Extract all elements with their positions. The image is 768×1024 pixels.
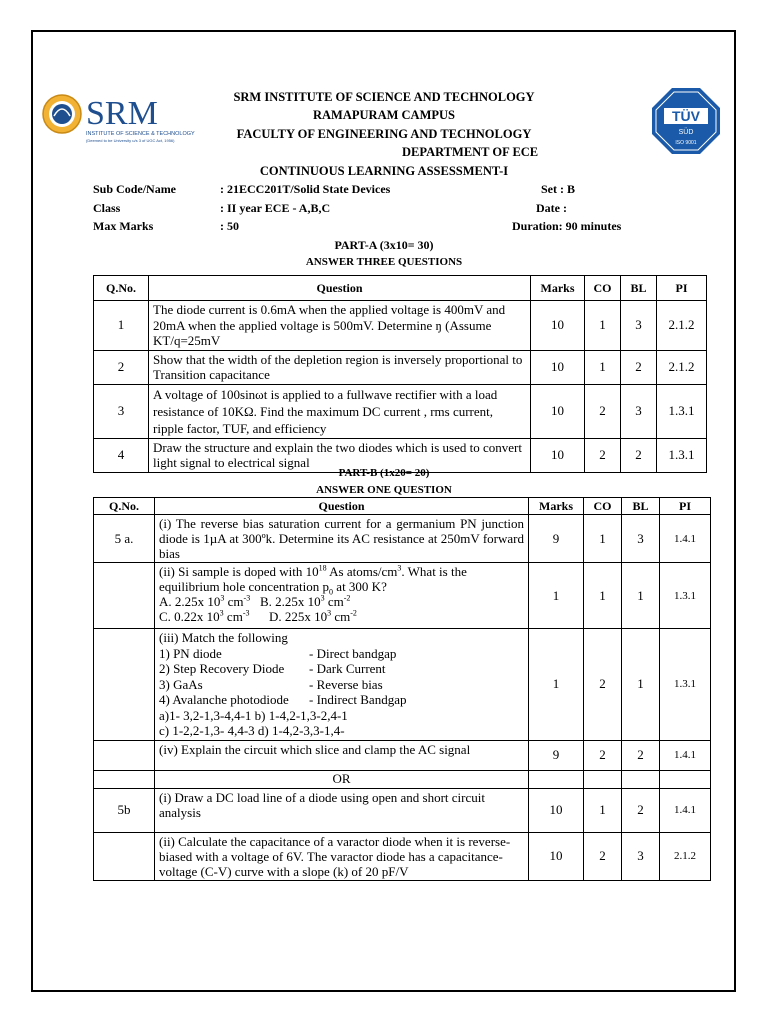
match-pair <box>159 646 524 662</box>
srm-logo-sub1: INSTITUTE OF SCIENCE & TECHNOLOGY <box>86 131 195 137</box>
match-left: 2) Step Recovery Diode <box>159 661 285 676</box>
question-cell: Show that the width of the depletion region is inversely proportional to Transition capacitance <box>149 350 531 384</box>
co-cell: 1 <box>584 788 622 832</box>
co-cell: 2 <box>585 384 621 438</box>
part-a-header-row <box>94 276 707 301</box>
question-cell: (iv) Explain the circuit which slice and clamp the AC signal <box>155 740 529 770</box>
tuv-logo-iso: ISO 9001 <box>675 140 697 146</box>
question-text: As atoms/cm <box>326 564 398 579</box>
marks-cell: 9 <box>529 515 584 563</box>
bl-cell: 1 <box>622 563 660 629</box>
option-line <box>159 609 524 624</box>
class-value: : II year ECE - A,B,C <box>220 201 331 215</box>
question-cell: (i) The reverse bias saturation current for a germanium PN junction diode is 1µA at 300ºk. Determine its AC resistance at 250mV forward bias <box>155 515 529 563</box>
pi-cell: 1.4.1 <box>660 740 711 770</box>
bl-cell: 2 <box>621 350 657 384</box>
class-label: Class <box>93 201 121 215</box>
bl-cell: 2 <box>621 438 657 472</box>
bl-cell-empty <box>622 770 660 788</box>
question-cell: The diode current is 0.6mA when the applied voltage is 400mV and 20mA when the applied voltage is 500mV. Determine ŋ (Assume KT/q=25mV <box>149 301 531 351</box>
qno-cell: 3 <box>94 384 149 438</box>
co-cell-empty <box>584 770 622 788</box>
match-options-ab: a)1- 3,2-1,3-4,4-1 b) 1-4,2-1,3-2,4-1 <box>159 707 348 723</box>
part-a-instruction: ANSWER THREE QUESTIONS <box>305 256 463 268</box>
assessment-title: CONTINUOUS LEARNING ASSESSMENT-I <box>259 164 509 178</box>
marks-cell-empty <box>529 770 584 788</box>
marks-cell: 10 <box>529 788 584 832</box>
pi-cell: 1.3.1 <box>657 384 707 438</box>
date-label: Date : <box>536 201 567 215</box>
qno-cell: 1 <box>94 301 149 351</box>
match-options-cd: c) 1-2,2-1,3- 4,4-3 d) 1-4,2-3,3-1,4- <box>159 723 345 738</box>
table-row <box>94 515 711 563</box>
option-text: B. 2.25x 10 <box>259 594 321 609</box>
pi-cell: 2.1.2 <box>657 350 707 384</box>
pi-cell: 1.4.1 <box>660 515 711 563</box>
match-title: (iii) Match the following <box>159 630 288 645</box>
col-header-co: CO <box>585 276 621 301</box>
col-header-bl: BL <box>622 498 660 515</box>
col-header-marks: Marks <box>529 498 584 515</box>
table-row <box>94 832 711 880</box>
srm-logo-text: SRM <box>86 95 158 132</box>
bl-cell: 2 <box>622 788 660 832</box>
match-pair <box>159 661 524 677</box>
option-text: cm <box>223 609 243 624</box>
qno-cell-empty <box>94 740 155 770</box>
qno-cell-empty <box>94 770 155 788</box>
col-header-question: Question <box>149 276 531 301</box>
col-header-question: Question <box>155 498 529 515</box>
table-row <box>94 788 711 832</box>
max-marks-value: : 50 <box>220 219 239 233</box>
match-left: 3) GaAs <box>159 676 203 692</box>
part-b-table <box>93 497 711 881</box>
pi-cell: 1.4.1 <box>660 788 711 832</box>
duration-label: Duration: 90 minutes <box>512 219 622 233</box>
campus-name: RAMAPURAM CAMPUS <box>313 108 455 122</box>
part-b-instruction: ANSWER ONE QUESTION <box>316 484 452 496</box>
marks-cell: 1 <box>529 563 584 629</box>
match-pair <box>159 692 524 708</box>
question-cell: (ii) Calculate the capacitance of a varactor diode when it is reverse-biased with a voltage of 6V. The varactor diode has a capacitance-voltage (C-V) curve with a slope (k) of 20 pF/V <box>155 832 529 880</box>
sub-code-label: Sub Code/Name <box>93 182 177 196</box>
option-text: cm <box>324 594 344 609</box>
qno-cell: 4 <box>94 438 149 472</box>
option-text: D. 225x 10 <box>268 609 328 624</box>
question-cell: Draw the structure and explain the two diodes which is used to convert light signal to electrical signal <box>149 438 531 472</box>
table-row <box>94 384 707 438</box>
co-cell: 2 <box>584 629 622 741</box>
match-right: - Dark Current <box>309 661 386 676</box>
sub-code-value: : 21ECC201T/Solid State Devices <box>220 182 391 196</box>
co-cell: 2 <box>585 438 621 472</box>
col-header-marks: Marks <box>531 276 585 301</box>
part-b-header-row <box>94 498 711 515</box>
table-row <box>94 350 707 384</box>
question-text: equilibrium hole concentration p <box>159 579 330 594</box>
tuv-logo-sub: SÜD <box>678 129 694 136</box>
option-line <box>159 594 524 609</box>
superscript: 18 <box>318 563 327 573</box>
co-cell: 1 <box>585 350 621 384</box>
col-header-qno: Q.No. <box>94 498 155 515</box>
tuv-logo-text: TÜV <box>672 108 700 124</box>
question-text: . What is the <box>401 564 467 579</box>
faculty-name: FACULTY OF ENGINEERING AND TECHNOLOGY <box>236 127 532 141</box>
col-header-pi: PI <box>660 498 711 515</box>
match-pair <box>159 677 524 693</box>
co-cell: 1 <box>584 515 622 563</box>
col-header-qno: Q.No. <box>94 276 149 301</box>
marks-cell: 9 <box>529 740 584 770</box>
option-text: A. 2.25x 10 <box>159 594 221 609</box>
subscript: 0 <box>329 587 334 597</box>
superscript: 3 <box>220 593 225 603</box>
superscript: 3 <box>397 563 402 573</box>
marks-cell: 10 <box>531 350 585 384</box>
superscript: -3 <box>242 608 250 618</box>
table-row <box>94 740 711 770</box>
bl-cell: 3 <box>621 384 657 438</box>
question-line <box>159 579 524 597</box>
col-header-pi: PI <box>657 276 707 301</box>
qno-cell-empty <box>94 563 155 629</box>
match-right: - Indirect Bandgap <box>309 692 407 707</box>
institute-name: SRM INSTITUTE OF SCIENCE AND TECHNOLOGY <box>233 90 535 104</box>
qno-cell-empty <box>94 832 155 880</box>
question-cell: (i) Draw a DC load line of a diode using open and short circuit analysis <box>155 788 529 832</box>
question-text: at 300 K? <box>333 579 387 594</box>
match-right: - Reverse bias <box>309 676 383 692</box>
marks-cell: 1 <box>529 629 584 741</box>
co-cell: 1 <box>585 301 621 351</box>
option-text: cm <box>224 594 244 609</box>
table-row <box>94 563 711 629</box>
table-row <box>94 301 707 351</box>
pi-cell: 1.3.1 <box>657 438 707 472</box>
question-line <box>159 564 524 579</box>
superscript: -3 <box>243 593 251 603</box>
bl-cell: 3 <box>622 515 660 563</box>
set-label: Set : B <box>541 182 575 196</box>
superscript: 3 <box>320 593 325 603</box>
part-a-title: PART-A (3x10= 30) <box>334 238 434 252</box>
pi-cell-empty <box>660 770 711 788</box>
srm-logo-sub2: (Deemed to be University u/s 3 of UGC Act, 1956) <box>86 138 175 143</box>
max-marks-label: Max Marks <box>93 219 154 233</box>
superscript: -2 <box>343 593 351 603</box>
bl-cell: 1 <box>622 629 660 741</box>
pi-cell: 1.3.1 <box>660 629 711 741</box>
part-a-table <box>93 275 707 473</box>
qno-cell: 2 <box>94 350 149 384</box>
marks-cell: 10 <box>531 301 585 351</box>
superscript: 3 <box>219 608 224 618</box>
question-cell: A voltage of 100sinωt is applied to a fullwave rectifier with a load resistance of 10KΩ. Find the maximum DC current , rms current, ripple factor, TUF, and efficiency <box>149 384 531 438</box>
qno-cell: 5 a. <box>94 515 155 563</box>
superscript: 3 <box>327 608 332 618</box>
match-right: - Direct bandgap <box>309 645 397 661</box>
col-header-co: CO <box>584 498 622 515</box>
marks-cell: 10 <box>531 438 585 472</box>
co-cell: 2 <box>584 832 622 880</box>
option-text: C. 0.22x 10 <box>159 609 220 624</box>
or-row <box>94 770 711 788</box>
question-text: (ii) Si sample is doped with 10 <box>159 564 319 579</box>
bl-cell: 3 <box>622 832 660 880</box>
question-cell <box>155 563 529 629</box>
question-cell <box>155 629 529 741</box>
table-row <box>94 629 711 741</box>
col-header-bl: BL <box>621 276 657 301</box>
or-separator: OR <box>155 770 529 788</box>
match-left: 1) PN diode <box>159 645 222 661</box>
co-cell: 1 <box>584 563 622 629</box>
superscript: -2 <box>350 608 357 618</box>
bl-cell: 2 <box>622 740 660 770</box>
marks-cell: 10 <box>531 384 585 438</box>
pi-cell: 2.1.2 <box>660 832 711 880</box>
qno-cell: 5b <box>94 788 155 832</box>
qno-cell-empty <box>94 629 155 741</box>
department-name: DEPARTMENT OF ECE <box>402 145 539 159</box>
co-cell: 2 <box>584 740 622 770</box>
pi-cell: 2.1.2 <box>657 301 707 351</box>
option-text: cm <box>331 609 351 624</box>
marks-cell: 10 <box>529 832 584 880</box>
bl-cell: 3 <box>621 301 657 351</box>
match-left: 4) Avalanche photodiode <box>159 692 289 707</box>
pi-cell: 1.3.1 <box>660 563 711 629</box>
part-b-title: PART-B (1x20= 20) <box>338 467 430 479</box>
